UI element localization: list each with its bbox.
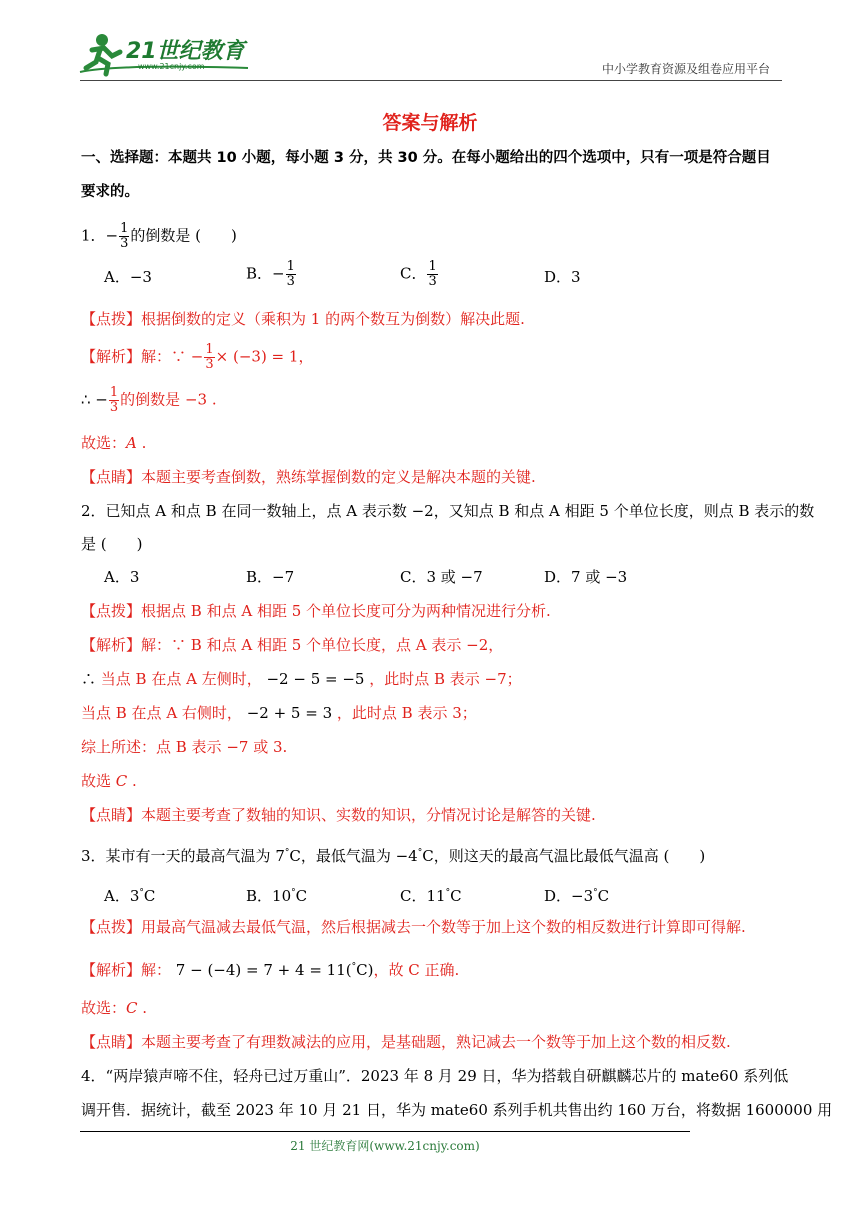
header-divider (80, 80, 782, 81)
q1-therefore-den: 3 (109, 400, 119, 415)
q2-comment-label: 【点睛】 (81, 806, 142, 824)
q3-option-d-value: D．−3 (544, 887, 594, 905)
q2-case-2-math: −2 + 5 = 3 (241, 704, 337, 722)
q2-stem-line-2: 是 ( ) (81, 535, 143, 553)
q1-therefore (81, 386, 217, 415)
q3-degree-2: ° (417, 848, 423, 858)
q3-option-b-value: B．10 (246, 887, 292, 905)
q2-solution-text: 解：∵ B 和点 A 相距 5 个单位长度，点 A 表示 −2， (141, 636, 504, 654)
q2-case-1 (81, 668, 522, 690)
q1-minus: − (105, 226, 119, 245)
q3-option-c-value: C．11 (400, 887, 446, 905)
q3-option-d-degree: ° (593, 888, 598, 898)
q2-comment (81, 804, 596, 826)
site-logo (78, 28, 258, 78)
q3-option-d (544, 882, 609, 907)
footer-text: 21 世纪教育网(www.21cnjy.com) (290, 1139, 480, 1153)
q1-option-b-label: B．− (246, 264, 285, 283)
q2-option-c: C．3 或 −7 (400, 568, 483, 586)
q2-choose-end: . (127, 772, 137, 790)
q1-option-b-num: 1 (286, 259, 295, 274)
q1-hint (81, 308, 525, 330)
q2-option-d: D．7 或 −3 (544, 568, 628, 586)
q1-therefore-symbol: ∴ − (81, 390, 108, 409)
q3-option-c (400, 882, 462, 907)
q2-option-a: A．3 (104, 568, 140, 586)
q1-option-d: D．3 (544, 268, 581, 286)
q1-solution-tail: × (−3) = 1， (215, 347, 314, 366)
q3-solution-degree: ° (351, 962, 357, 972)
q2-case-1-text: 当点 B 在点 A 左侧时， (100, 670, 262, 688)
q3-solution-label: 【解析】 (81, 961, 142, 979)
q1-option-a: A．−3 (104, 268, 152, 286)
q2-case-1-symbol: ∴ (81, 670, 101, 688)
q1-option-c-den: 3 (428, 274, 437, 289)
q1-comment (81, 466, 536, 488)
q3-choose-prefix: 故选： (81, 999, 127, 1017)
q1-therefore-tail: 的倒数是 −3 . (120, 390, 217, 409)
q3-solution-math: 7 − (−4) = 7 + 4 = 11( (171, 961, 352, 979)
q3-choose-answer: C (126, 999, 138, 1017)
q1-option-b (246, 260, 297, 289)
q3-option-a (104, 882, 155, 907)
q3-option-b-unit: C (295, 887, 308, 905)
q2-hint (81, 600, 551, 622)
q1-hint-text: 根据倒数的定义（乘积为 1 的两个数互为倒数）解决此题. (141, 310, 525, 328)
q1-option-c (400, 260, 439, 289)
q1-stem (81, 222, 237, 251)
q2-solution-label: 【解析】 (81, 636, 142, 654)
q1-number: 1． (81, 226, 106, 245)
q3-choose (81, 997, 147, 1019)
q1-solution (81, 343, 313, 372)
q3-option-b (246, 882, 307, 907)
q1-option-c-label: C． (400, 264, 427, 283)
logo-text: 21世纪教育 (126, 39, 245, 64)
q3-comment-label: 【点睛】 (81, 1033, 142, 1051)
logo-url: www.21cnjy.com (138, 62, 205, 71)
q3-solution-prefix: 解： (141, 961, 172, 979)
q1-frac-den: 3 (120, 236, 129, 251)
q3-comment-text: 本题主要考查了有理数减法的应用，是基础题，熟记减去一个数等于加上这个数的相反数. (141, 1033, 731, 1051)
q3-option-a-value: A．3 (104, 887, 140, 905)
q1-frac-num: 1 (120, 221, 129, 236)
q1-option-b-den: 3 (286, 274, 295, 289)
q3-degree-1: ° (284, 848, 290, 858)
q1-choose-prefix: 故选： (81, 434, 127, 452)
q2-comment-text: 本题主要考查了数轴的知识、实数的知识，分情况讨论是解答的关键. (141, 806, 596, 824)
q3-option-c-unit: C (450, 887, 462, 905)
q1-hint-label: 【点拨】 (81, 310, 142, 328)
q1-comment-text: 本题主要考查倒数，熟练掌握倒数的定义是解决本题的关键. (141, 468, 536, 486)
q1-solution-num: 1 (205, 342, 214, 357)
q2-stem-line-1: 2．已知点 A 和点 B 在同一数轴上，点 A 表示数 −2，又知点 B 和点 A 相距 5 个单位长度，则点 B 表示的数 (81, 502, 815, 520)
q2-choose-prefix: 故选 (81, 772, 116, 790)
q2-solution (81, 634, 503, 656)
q2-choose (81, 770, 137, 792)
q3-solution-math-end: C) (356, 961, 374, 979)
header-slogan: 中小学教育资源及组卷应用平台 (601, 62, 770, 76)
q1-comment-label: 【点睛】 (81, 468, 142, 486)
q1-therefore-num: 1 (109, 385, 119, 400)
q2-case-2-tail: ，此时点 B 表示 3； (336, 704, 477, 722)
q3-hint (81, 916, 746, 938)
q3-option-a-unit: C (143, 887, 156, 905)
q1-fraction (119, 222, 129, 251)
q3-choose-end: . (137, 999, 148, 1017)
q2-case-2-text: 当点 B 在点 A 右侧时， (81, 704, 242, 722)
q3-solution (81, 956, 459, 981)
q2-option-b: B．−7 (246, 568, 295, 586)
page-title: 答案与解析 (382, 112, 478, 134)
q2-case-1-math: −2 − 5 = −5 (261, 670, 370, 688)
q3-option-d-unit: C (597, 887, 610, 905)
section-intro-line-2: 要求的。 (81, 184, 139, 200)
q1-solution-label: 【解析】 (81, 347, 142, 366)
q3-hint-text: 用最高气温减去最低气温，然后根据减去一个数等于加上这个数的相反数进行计算即可得解. (141, 918, 746, 936)
q1-choose (81, 432, 146, 454)
q2-case-1-tail: ，此时点 B 表示 −7； (369, 670, 522, 688)
q2-summary: 综上所述：点 B 表示 −7 或 3. (81, 738, 288, 756)
q3-solution-tail: ，故 C 正确. (373, 961, 460, 979)
q2-hint-text: 根据点 B 和点 A 相距 5 个单位长度可分为两种情况进行分析. (141, 602, 551, 620)
q4-stem-line-2: 调开售．据统计，截至 2023 年 10 月 21 日，华为 mate60 系列手机共售出约 160 万台，将数据 1600000 用 (81, 1101, 833, 1119)
q3-option-b-degree: ° (291, 888, 296, 898)
q3-stem-b: C，最低气温为 −4 (289, 847, 418, 865)
q3-stem-c: C，则这天的最高气温比最低气温高 ( ) (422, 847, 706, 865)
q2-choose-answer: C (115, 772, 128, 790)
q3-hint-label: 【点拨】 (81, 918, 142, 936)
q4-stem-line-1: 4．“两岸猿声啼不住，轻舟已过万重山”．2023 年 8 月 29 日，华为搭载自研麒麟芯片的 mate60 系列低 (81, 1067, 789, 1085)
q3-stem (81, 842, 705, 867)
q2-case-2 (81, 702, 477, 724)
q1-choose-end: . (136, 434, 147, 452)
q1-solution-prefix: 解：∵ − (141, 347, 204, 366)
footer-divider (80, 1131, 690, 1132)
q2-hint-label: 【点拨】 (81, 602, 142, 620)
q3-option-c-degree: ° (445, 888, 451, 898)
q3-stem-a: 3．某市有一天的最高气温为 7 (81, 847, 285, 865)
q1-option-c-num: 1 (428, 259, 437, 274)
q1-solution-den: 3 (205, 357, 214, 372)
q1-stem-tail: 的倒数是 ( ) (130, 226, 237, 245)
section-intro-line-1: 一、选择题：本题共 10 小题，每小题 3 分，共 30 分。在每小题给出的四个选项中，只有一项是符合题目 (81, 150, 771, 166)
q3-option-a-degree: ° (139, 888, 144, 898)
q3-comment (81, 1031, 731, 1053)
q1-choose-answer: A (126, 434, 137, 452)
